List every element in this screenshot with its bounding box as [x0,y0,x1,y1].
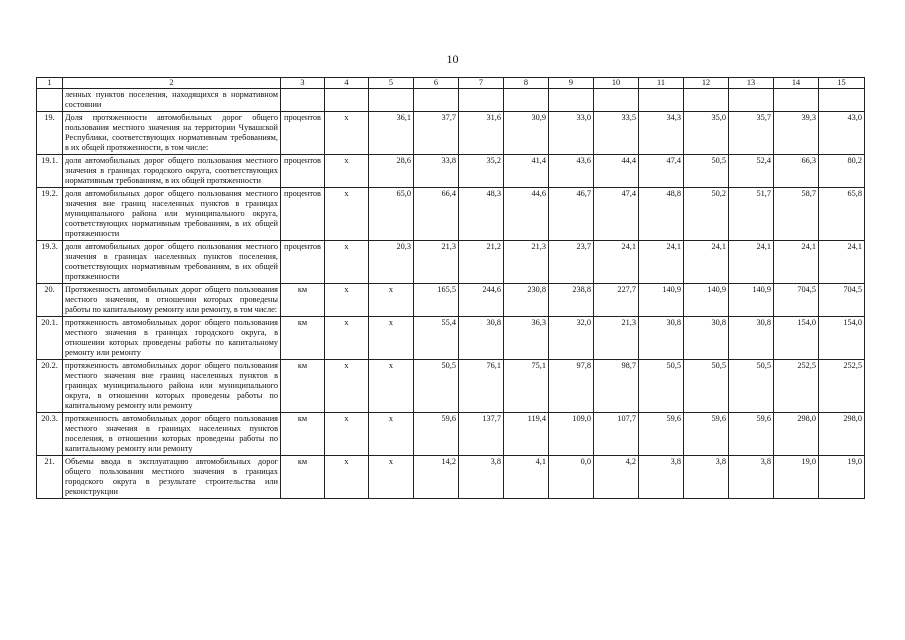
value-cell: 140,9 [639,284,684,317]
value-cell [459,89,504,112]
value-cell: 50,5 [684,360,729,413]
value-cell: 33,5 [594,112,639,155]
value-cell: х [325,317,369,360]
value-cell: 704,5 [819,284,865,317]
column-number: 7 [459,78,504,89]
table-row [37,112,865,155]
unit-cell: км [281,360,325,413]
value-cell: 19,0 [819,456,865,499]
value-cell: х [369,284,414,317]
value-cell: 47,4 [639,155,684,188]
value-cell: 66,4 [414,188,459,241]
value-cell: 48,3 [459,188,504,241]
column-number: 12 [684,78,729,89]
value-cell: 28,6 [369,155,414,188]
value-cell [639,89,684,112]
value-cell: 3,8 [729,456,774,499]
value-cell: 50,5 [639,360,684,413]
value-cell: 35,0 [684,112,729,155]
indicator-name: Протяженность автомобильных дорог общего пользования местного значения, в отношении которых проведены работы по капитальному ремонту или ремонту, в том числе: [63,284,281,317]
value-cell: 43,6 [549,155,594,188]
column-number: 5 [369,78,414,89]
value-cell: 50,5 [414,360,459,413]
value-cell [729,89,774,112]
row-number: 20.1. [37,317,63,360]
column-number: 3 [281,78,325,89]
value-cell: 36,3 [504,317,549,360]
value-cell: 31,6 [459,112,504,155]
value-cell: 55,4 [414,317,459,360]
value-cell [369,89,414,112]
value-cell [549,89,594,112]
value-cell: 3,8 [639,456,684,499]
value-cell: 37,7 [414,112,459,155]
value-cell: х [325,155,369,188]
value-cell: 4,1 [504,456,549,499]
unit-cell: км [281,284,325,317]
column-number: 9 [549,78,594,89]
value-cell: 97,8 [549,360,594,413]
unit-cell: км [281,413,325,456]
value-cell: 154,0 [774,317,819,360]
value-cell: 50,2 [684,188,729,241]
table-body [37,78,865,499]
value-cell: 30,8 [684,317,729,360]
indicator-name: доля автомобильных дорог общего пользования местного значения вне границ населенных пунктов в границах муниципального района или муниципального округа, соответствующих нормативным требованиям, в их общей протяженности [63,188,281,241]
value-cell: 238,8 [549,284,594,317]
value-cell: 98,7 [594,360,639,413]
table-row [37,241,865,284]
value-cell: 21,3 [594,317,639,360]
unit-cell: км [281,317,325,360]
value-cell [414,89,459,112]
column-number: 2 [63,78,281,89]
value-cell: 65,8 [819,188,865,241]
value-cell: х [325,188,369,241]
value-cell: 0,0 [549,456,594,499]
value-cell: 41,4 [504,155,549,188]
value-cell: 24,1 [729,241,774,284]
column-number: 11 [639,78,684,89]
value-cell: 44,4 [594,155,639,188]
value-cell: 165,5 [414,284,459,317]
value-cell: 59,6 [639,413,684,456]
value-cell: х [325,112,369,155]
indicators-table [36,77,865,499]
value-cell: 35,7 [729,112,774,155]
value-cell: 80,2 [819,155,865,188]
row-number: 20.2. [37,360,63,413]
value-cell: х [369,456,414,499]
value-cell: х [325,241,369,284]
value-cell: 21,3 [414,241,459,284]
row-number: 19. [37,112,63,155]
indicator-name: Объемы ввода в эксплуатацию автомобильных дорог общего пользования местного значения в границах городского округа в результате строительства или реконструкции [63,456,281,499]
value-cell: 24,1 [594,241,639,284]
value-cell: 107,7 [594,413,639,456]
unit-cell: процентов [281,112,325,155]
value-cell: 66,3 [774,155,819,188]
value-cell [325,89,369,112]
value-cell: 39,3 [774,112,819,155]
unit-cell: процентов [281,155,325,188]
value-cell: 227,7 [594,284,639,317]
value-cell: 230,8 [504,284,549,317]
value-cell: 24,1 [819,241,865,284]
table-row [37,413,865,456]
value-cell: 46,7 [549,188,594,241]
row-number: 19.3. [37,241,63,284]
value-cell: 48,8 [639,188,684,241]
value-cell [774,89,819,112]
unit-cell: процентов [281,188,325,241]
column-number: 15 [819,78,865,89]
value-cell: 59,6 [684,413,729,456]
column-number: 14 [774,78,819,89]
value-cell: 21,3 [504,241,549,284]
value-cell: 140,9 [684,284,729,317]
value-cell: 30,8 [729,317,774,360]
value-cell: 59,6 [729,413,774,456]
value-cell [819,89,865,112]
value-cell [504,89,549,112]
indicator-name: доля автомобильных дорог общего пользования местного значения в границах населенных пунктов поселения, соответствующих нормативным требованиям, в их общей протяженности [63,241,281,284]
value-cell: 33,8 [414,155,459,188]
value-cell: 154,0 [819,317,865,360]
indicator-name: Доля протяженности автомобильных дорог общего пользования местного значения на территории Чувашской Республики, соответствующих нормативным требованиям, в их общей протяженности, в том числе: [63,112,281,155]
column-number-row [37,78,865,89]
page-number: 10 [446,52,459,66]
value-cell: 52,4 [729,155,774,188]
value-cell: 119,4 [504,413,549,456]
unit-cell: процентов [281,241,325,284]
column-number: 4 [325,78,369,89]
value-cell: 30,8 [639,317,684,360]
value-cell: 43,0 [819,112,865,155]
value-cell: 137,7 [459,413,504,456]
value-cell: х [325,360,369,413]
indicator-name: протяженность автомобильных дорог общего пользования местного значения вне границ населенных пунктов в границах муниципального района или муниципального округа, в отношении которых проведены работы по капитальному ремонту или ремонту [63,360,281,413]
row-number: 20.3. [37,413,63,456]
column-number: 1 [37,78,63,89]
row-number: 19.2. [37,188,63,241]
value-cell: 252,5 [819,360,865,413]
table-row [37,456,865,499]
value-cell: 704,5 [774,284,819,317]
value-cell: 3,8 [459,456,504,499]
table-row [37,284,865,317]
value-cell: 19,0 [774,456,819,499]
table-row [37,155,865,188]
row-number: 19.1. [37,155,63,188]
value-cell: х [369,413,414,456]
value-cell: 30,8 [459,317,504,360]
value-cell: 44,6 [504,188,549,241]
value-cell: 24,1 [684,241,729,284]
value-cell: х [325,284,369,317]
row-number: 21. [37,456,63,499]
value-cell: 4,2 [594,456,639,499]
row-number: 20. [37,284,63,317]
value-cell: 109,0 [549,413,594,456]
table-row [37,188,865,241]
value-cell: 58,7 [774,188,819,241]
value-cell: х [369,317,414,360]
table-row [37,89,865,112]
value-cell: 21,2 [459,241,504,284]
value-cell [684,89,729,112]
value-cell: 30,9 [504,112,549,155]
value-cell: 51,7 [729,188,774,241]
value-cell: 50,5 [729,360,774,413]
table-row [37,360,865,413]
value-cell: 252,5 [774,360,819,413]
row-number [37,89,63,112]
value-cell: 244,6 [459,284,504,317]
value-cell: 36,1 [369,112,414,155]
value-cell: 65,0 [369,188,414,241]
value-cell: 34,3 [639,112,684,155]
value-cell: 50,5 [684,155,729,188]
value-cell: 140,9 [729,284,774,317]
column-number: 13 [729,78,774,89]
value-cell: 75,1 [504,360,549,413]
table-row [37,317,865,360]
column-number: 8 [504,78,549,89]
value-cell: 23,7 [549,241,594,284]
value-cell: 3,8 [684,456,729,499]
value-cell: 14,2 [414,456,459,499]
column-number: 10 [594,78,639,89]
column-number: 6 [414,78,459,89]
indicator-name: доля автомобильных дорог общего пользования местного значения в границах городского округа, соответствующих нормативным требованиям, в их общей протяженности [63,155,281,188]
value-cell: 35,2 [459,155,504,188]
value-cell: 47,4 [594,188,639,241]
indicator-name: ленных пунктов поселения, находящихся в нормативном состоянии [63,89,281,112]
value-cell: 24,1 [639,241,684,284]
value-cell: х [325,456,369,499]
value-cell: 32,0 [549,317,594,360]
value-cell: 76,1 [459,360,504,413]
value-cell: 24,1 [774,241,819,284]
unit-cell [281,89,325,112]
value-cell: х [325,413,369,456]
value-cell: 298,0 [819,413,865,456]
value-cell: х [369,360,414,413]
value-cell: 59,6 [414,413,459,456]
value-cell: 20,3 [369,241,414,284]
value-cell: 298,0 [774,413,819,456]
indicator-name: протяженность автомобильных дорог общего пользования местного значения в границах городского округа, в отношении которых проведены работы по капитальному ремонту или ремонту [63,317,281,360]
indicator-name: протяженность автомобильных дорог общего пользования местного значения в границах населенных пунктов поселения, в отношении которых проведены работы по капитальному ремонту или ремонту [63,413,281,456]
value-cell [594,89,639,112]
value-cell: 33,0 [549,112,594,155]
unit-cell: км [281,456,325,499]
